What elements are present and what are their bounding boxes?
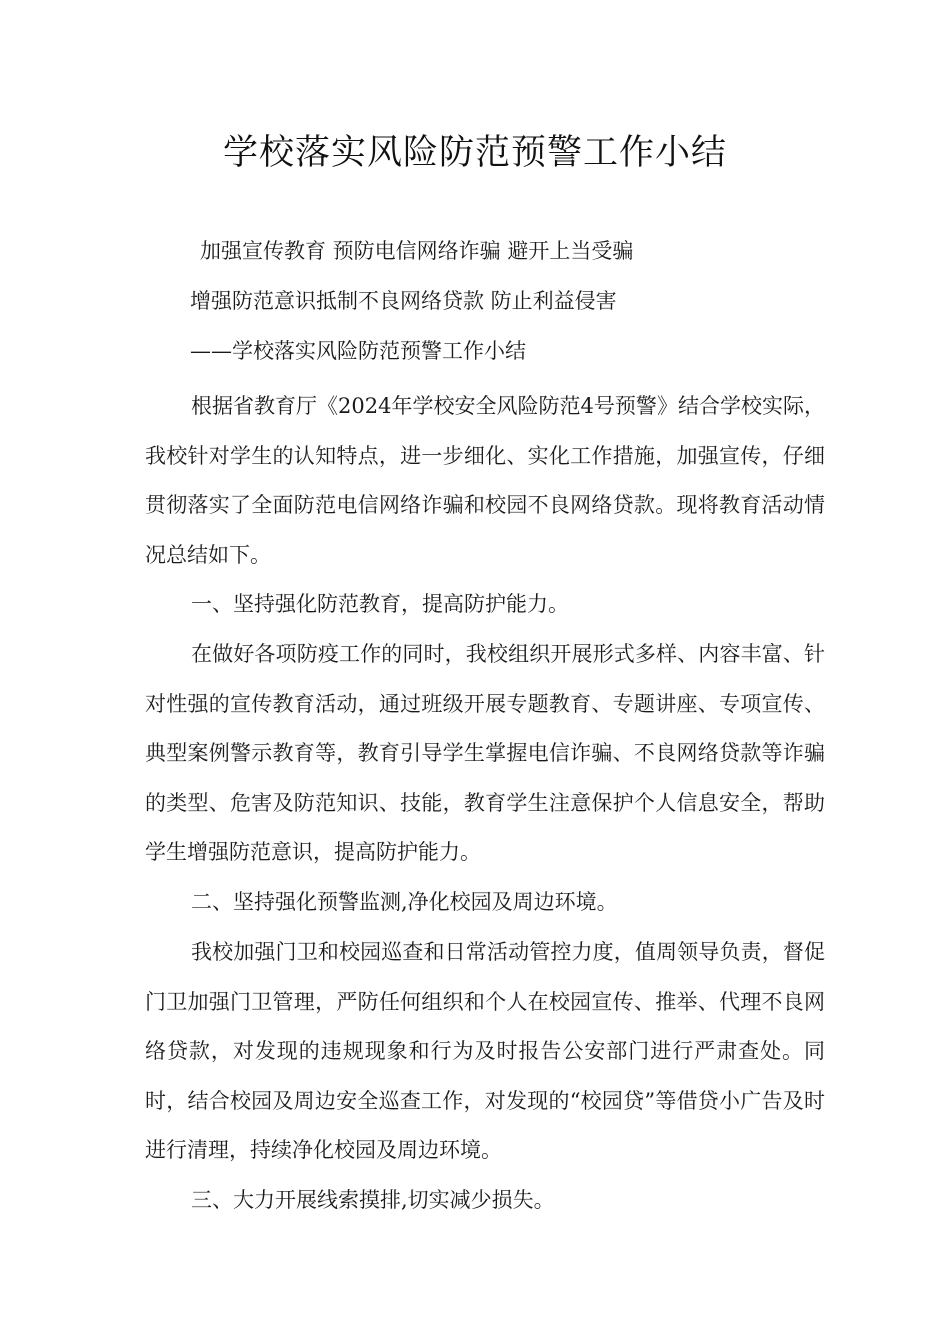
subheading-line: ——学校落实风险防范预警工作小结 <box>190 339 526 363</box>
body-paragraph: 根据省教育厅《2024年学校安全风险防范4号预警》结合学校实际，我校针对学生的认知特点，进一步细化、实化工作措施，加强宣传，仔细贯彻落实了全面防范电信网络诈骗和校园不良网络贷款。现将教育活动情况总结如下。 <box>145 394 825 567</box>
body-paragraph: 我校加强门卫和校园巡查和日常活动管控力度，值周领导负责，督促门卫加强门卫管理，严防任何组织和个人在校园宣传、推举、代理不良网络贷款，对发现的违规现象和行为及时报告公安部门进行严肃查处。同时，结合校园及周边安全巡查工作，对发现的“校园贷”等借贷小广告及时进行清理，持续净化校园及周边环境。 <box>145 940 825 1162</box>
body-paragraph: 在做好各项防疫工作的同时，我校组织开展形式多样、内容丰富、针对性强的宣传教育活动，通过班级开展专题教育、专题讲座、专项宣传、典型案例警示教育等，教育引导学生掌握电信诈骗、不良网络贷款等诈骗的类型、危害及防范知识、技能，教育学生注意保护个人信息安全，帮助学生增强防范意识，提高防护能力。 <box>145 642 825 864</box>
document-title: 学校落实风险防范预警工作小结 <box>222 133 727 173</box>
section-heading: 二、坚持强化预警监测,净化校园及周边环境。 <box>191 890 618 914</box>
section-heading: 一、坚持强化防范教育，提高防护能力。 <box>191 592 569 616</box>
section-heading: 三、大力开展线索摸排,切实减少损失。 <box>191 1188 555 1212</box>
subheading-line: 增强防范意识抵制不良网络贷款 防止利益侵害 <box>190 289 617 313</box>
subheading-line: 加强宣传教育 预防电信网络诈骗 避开上当受骗 <box>200 239 634 263</box>
